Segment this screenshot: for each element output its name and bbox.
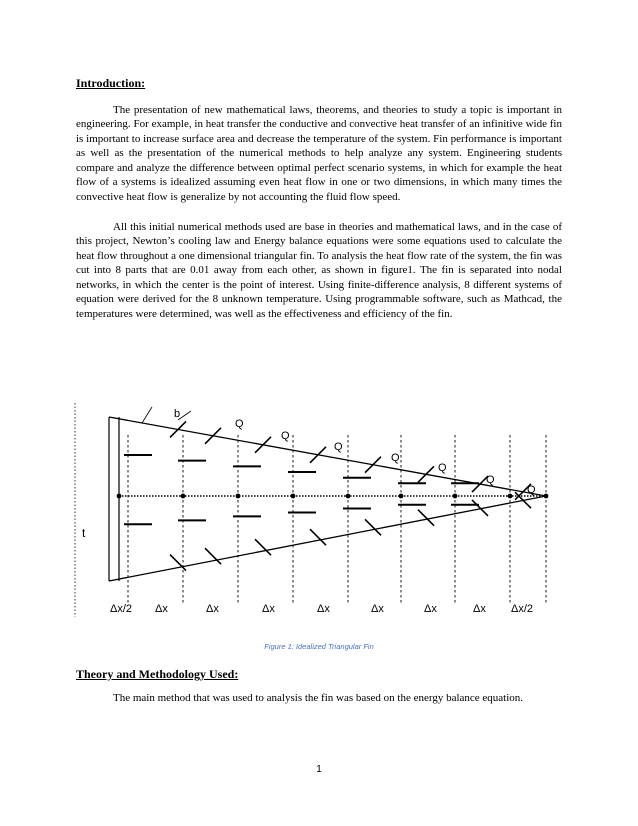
spacing-label-6: Δx (424, 603, 437, 615)
intro-paragraph-1: The presentation of new mathematical laws, theorems, and theories to study a topic is important in engineering. For example, in heat transfer the conductive and convective heat transfer of an infinitive wide fin is important to increase surface area and decrease the temperature of the system. Fin performance is important as well as the presentation of the numerical methods to help analyze any system. Engineering students compare and analyze the difference between optimal perfect scenario systems, in which for example the heat flow of a systems is idealized assuming even heat flow in one or two dimensions, in which many times the convective heat flow is generalize by not accounting the fluid flow speed. (76, 104, 562, 203)
convection-tick-top-2 (255, 437, 271, 453)
page-number: 1 (316, 764, 322, 775)
spacing-label-3: Δx (262, 603, 275, 615)
spacing-label-7: Δx (473, 603, 486, 615)
spacing-label-0: Δx/2 (110, 603, 133, 615)
convection-tick-bottom-4 (365, 519, 381, 535)
introduction-heading: Introduction: (76, 76, 146, 90)
node-7 (508, 494, 513, 499)
intro-paragraph-2: All this initial numerical methods used are base in theories and mathematical laws, and in the case of this project, Newton’s cooling law and Energy balance equations were some equations used to calculate the heat flow throughout a one dimensional triangular fin. To analysis the heat flow rate of the system, the fin was cut into 8 parts that are 0.01 away from each other, as shown in figure1. The fin is separated into nodal networks, in which the center is the point of interest. Using finite-difference analysis, 8 different systems of equation were derived for the 8 unknown temperature. Using programmable software, such as Mathcad, the temperatures were determined, was well as the effectiveness and efficiency of the fin. (76, 221, 562, 320)
fin-thickness-label: t (82, 526, 86, 540)
heat-flux-arrows (124, 455, 479, 524)
node-5 (399, 494, 404, 499)
triangular-fin-figure (68, 395, 558, 630)
width-indicator (142, 407, 152, 423)
convection-tick-top-0 (170, 421, 186, 437)
convection-tick-top-5 (418, 466, 434, 482)
spacing-label-2: Δx (206, 603, 219, 615)
spacing-label-1: Δx (155, 603, 168, 615)
heat-label-1: Q (281, 430, 290, 442)
theory-heading: Theory and Methodology Used: (76, 667, 239, 681)
node-3 (291, 494, 296, 499)
spacing-label-4: Δx (317, 603, 330, 615)
heat-label-4: Q (438, 462, 447, 474)
node-2 (236, 494, 241, 499)
convection-tick-top-3 (310, 447, 326, 463)
node-1 (181, 494, 186, 499)
heat-label-2: Q (334, 441, 343, 453)
heat-labels (235, 418, 536, 496)
node-4 (346, 494, 351, 499)
spacing-label-5: Δx (371, 603, 384, 615)
spacing-labels (110, 603, 533, 615)
theory-paragraph-1: The main method that was used to analysis the fin was based on the energy balance equation. (113, 692, 524, 704)
node-8 (544, 494, 549, 499)
node-6 (453, 494, 458, 499)
heat-label-6: Q (527, 484, 536, 496)
spacing-label-8: Δx/2 (511, 603, 534, 615)
convection-tick-top-4 (365, 457, 381, 473)
heat-label-5: Q (486, 474, 495, 486)
heat-label-3: Q (391, 452, 400, 464)
figure-caption: Figure 1: Idealized Triangular Fin (264, 642, 374, 651)
fin-width-label: b (174, 408, 181, 420)
node-0 (117, 494, 122, 499)
convection-tick-bottom-3 (310, 529, 326, 545)
heat-label-0: Q (235, 418, 244, 430)
convection-tick-top-1 (205, 428, 221, 444)
